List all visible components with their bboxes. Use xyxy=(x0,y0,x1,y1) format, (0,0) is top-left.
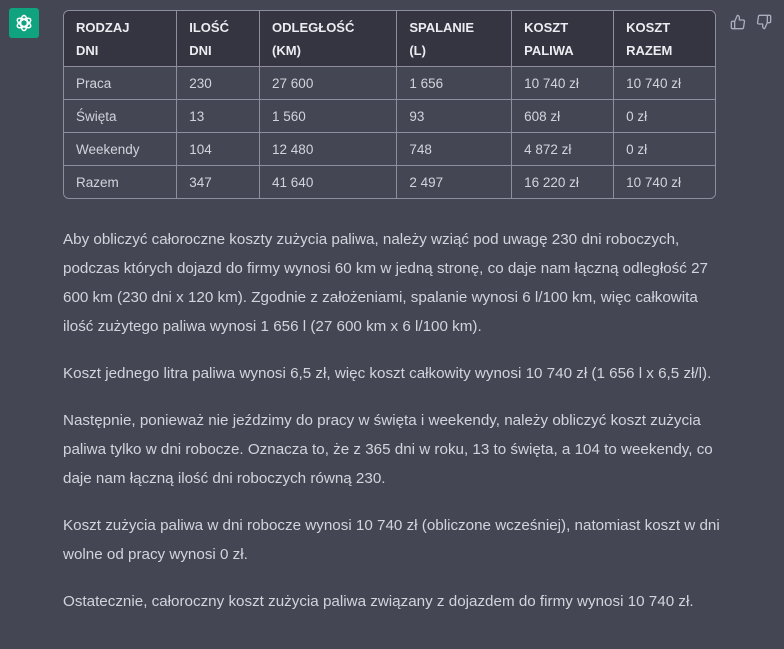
table-cell: Razem xyxy=(64,166,177,198)
table-cell: 748 xyxy=(397,133,512,166)
table-cell: 10 740 zł xyxy=(626,174,681,190)
table-row xyxy=(64,67,715,100)
feedback-buttons xyxy=(728,12,774,32)
table-cell: 347 xyxy=(177,166,260,198)
table-cell: Święta xyxy=(64,100,177,133)
message-text xyxy=(63,225,723,616)
openai-logo-icon xyxy=(14,13,34,33)
thumbs-up-button[interactable] xyxy=(728,12,748,32)
thumbs-down-icon xyxy=(756,14,772,30)
thumbs-up-icon xyxy=(730,14,746,30)
fuel-cost-table xyxy=(63,10,716,199)
thumbs-down-button[interactable] xyxy=(754,12,774,32)
paragraph: Koszt zużycia paliwa w dni robocze wynosi 10 740 zł (obliczone wcześniej), natomiast koszt w dni wolne od pracy wynosi 0 zł. xyxy=(63,517,720,563)
paragraph: Następnie, ponieważ nie jeździmy do pracy w święta i weekendy, należy obliczyć koszt zużycia paliwa tylko w dni robocze. Oznacza to, że z 365 dni w roku, 13 to święta, a 104 to weekendy, co daje nam łączną ilość dni roboczych równą 230. xyxy=(63,412,713,487)
paragraph: Koszt jednego litra paliwa wynosi 6,5 zł, więc koszt całkowity wynosi 10 740 zł (1 656 l x 6,5 zł/l). xyxy=(63,365,712,382)
table-cell: 608 zł xyxy=(512,100,614,133)
table-cell: 230 xyxy=(177,67,260,100)
table-cell: 4 872 zł xyxy=(512,133,614,166)
header-consumption: SPALANIE (L) xyxy=(397,11,512,67)
table-header-row xyxy=(64,11,715,67)
table-row xyxy=(64,166,715,198)
table-cell: 10 740 zł xyxy=(614,67,715,100)
paragraph: Ostatecznie, całoroczny koszt zużycia paliwa związany z dojazdem do firmy wynosi 10 740 zł. xyxy=(63,593,694,610)
table-cell: 1 656 xyxy=(397,67,512,100)
header-fuel-cost: KOSZT PALIWA xyxy=(512,11,614,67)
header-day-count: ILOŚĆ DNI xyxy=(177,11,260,67)
table-cell: 0 zł xyxy=(614,100,715,133)
paragraph: Aby obliczyć całoroczne koszty zużycia paliwa, należy wziąć pod uwagę 230 dni roboczych, podczas których dojazd do firmy wynosi 60 km w jedną stronę, co daje nam łączną odległość 27 600 km (230 dni x 120 km). Zgodnie z założeniami, spalanie wynosi 6 l/100 km, więc całkowita ilość zużytego paliwa wynosi 1 656 l (27 600 km x 6 l/100 km). xyxy=(63,231,708,335)
table-cell: Weekendy xyxy=(64,133,177,166)
table-cell: 93 xyxy=(397,100,512,133)
table-row xyxy=(64,100,715,133)
table-cell: 12 480 xyxy=(260,133,397,166)
assistant-message xyxy=(63,10,723,634)
table-cell: 41 640 xyxy=(260,166,397,198)
table-cell: 1 560 xyxy=(260,100,397,133)
table-cell: 2 497 xyxy=(397,166,512,198)
table-row xyxy=(64,133,715,166)
table-cell: 0 zł xyxy=(614,133,715,166)
table-cell: 10 740 zł xyxy=(512,67,614,100)
header-total-cost: KOSZT RAZEM xyxy=(614,11,715,67)
header-day-type: RODZAJ DNI xyxy=(64,11,177,67)
table-cell: 13 xyxy=(177,100,260,133)
table-cell: 104 xyxy=(177,133,260,166)
table-cell: 27 600 xyxy=(260,67,397,100)
assistant-avatar xyxy=(9,8,39,38)
header-distance: ODLEGŁOŚĆ (KM) xyxy=(260,11,397,67)
table-cell: 16 220 zł xyxy=(512,166,614,198)
table-cell: Praca xyxy=(64,67,177,100)
